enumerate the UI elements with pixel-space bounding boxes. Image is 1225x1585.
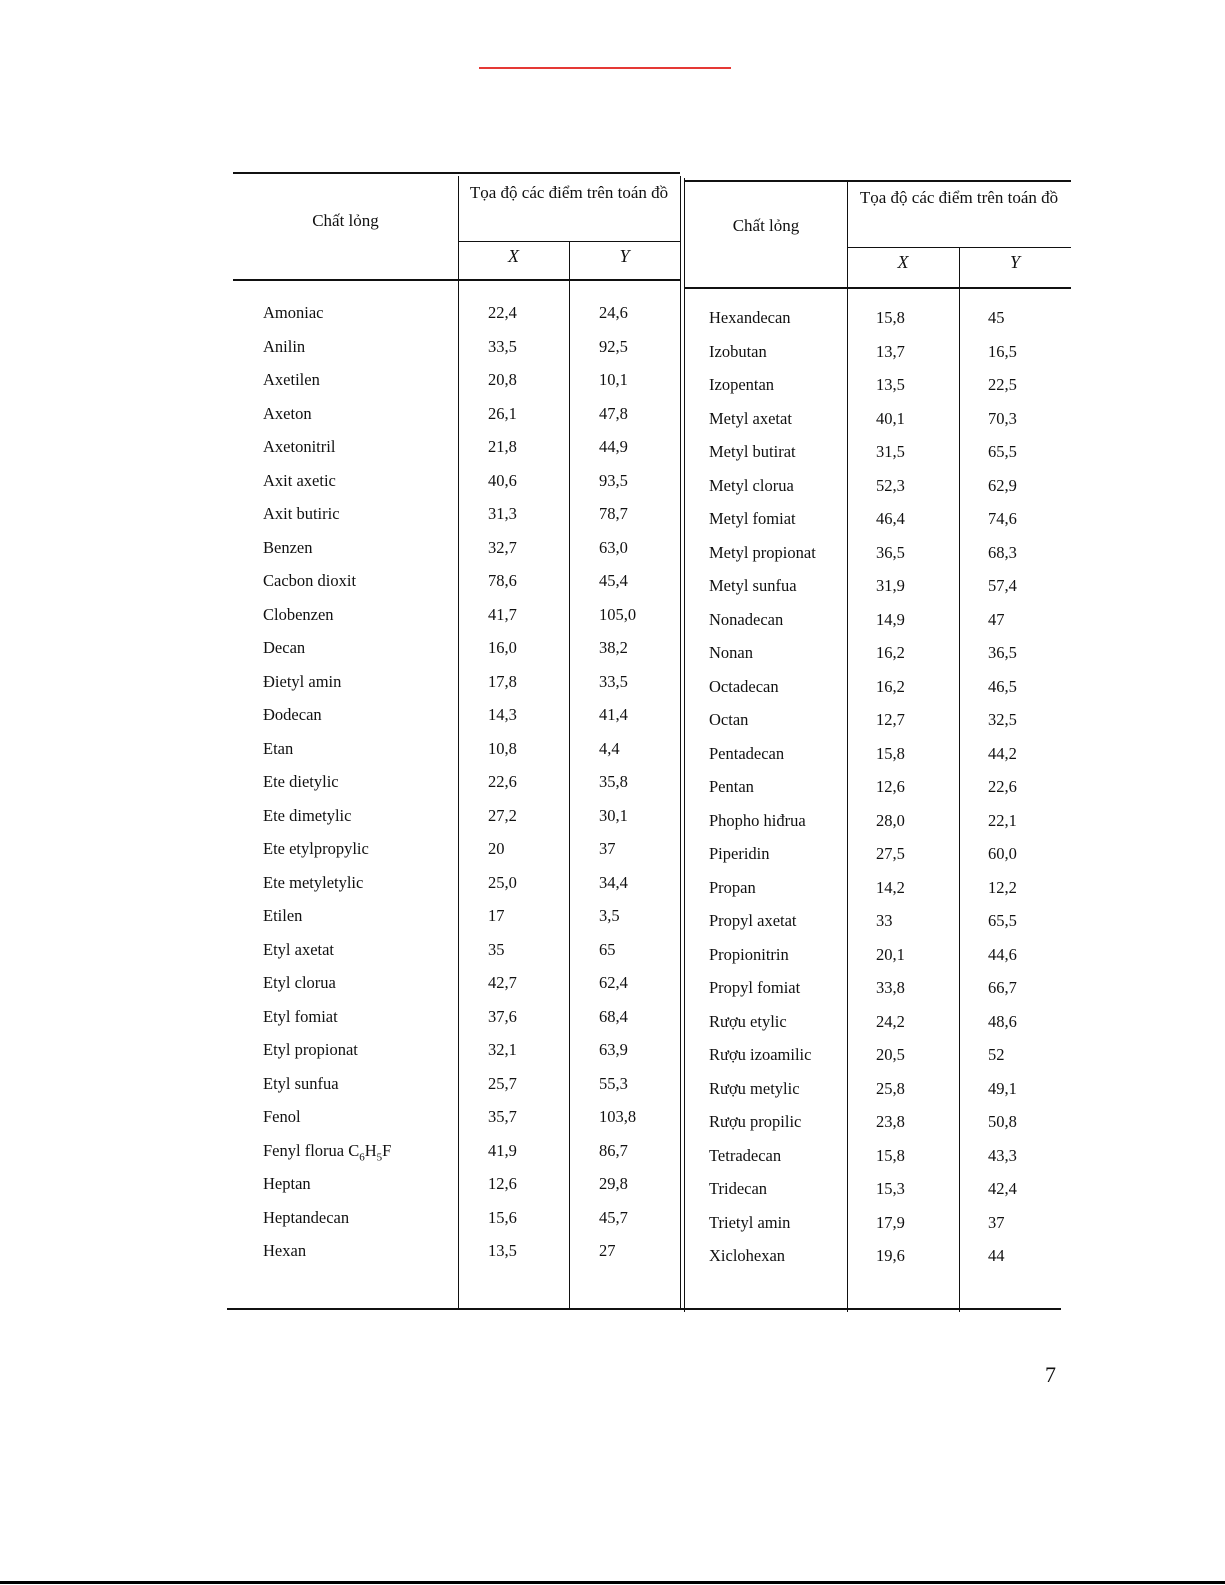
y-value: 93,5 [599, 470, 628, 490]
y-value: 44,2 [988, 743, 1017, 763]
y-value: 103,8 [599, 1107, 637, 1126]
liquid-name: Tetradecan [709, 1145, 782, 1165]
x-value: 17 [488, 906, 505, 925]
y-value: 105,0 [599, 604, 637, 624]
top-red-rule [479, 67, 731, 69]
y-value: 55,3 [599, 1073, 628, 1093]
y-value: 62,9 [988, 475, 1017, 495]
x-value: 15,6 [488, 1207, 517, 1227]
header-x-left: X [508, 246, 519, 266]
y-value: 92,5 [599, 336, 628, 356]
header-liquid-left: Chất lỏng [312, 211, 379, 230]
y-value: 4,4 [599, 738, 620, 758]
liquid-name: Tridecan [709, 1179, 768, 1198]
y-value: 74,6 [988, 509, 1017, 528]
x-value: 41,7 [488, 604, 517, 624]
x-value: 32,7 [488, 537, 517, 557]
table-bottom-rule [227, 1308, 1061, 1310]
y-value: 42,4 [988, 1179, 1017, 1198]
chemical-formula: $C_6H_5F$ [348, 1140, 392, 1163]
liquid-name: Pentan [709, 777, 754, 796]
x-value: 41,9 [488, 1140, 517, 1160]
col-rule-4 [684, 178, 685, 1312]
x-value: 46,4 [876, 509, 905, 528]
x-value: 42,7 [488, 973, 517, 992]
x-value: 20 [488, 839, 505, 858]
x-value: 15,8 [876, 743, 905, 763]
x-value: 31,9 [876, 576, 905, 595]
x-value: 33,8 [876, 978, 905, 997]
liquid-name: Cacbon dioxit [263, 571, 357, 590]
liquid-name: Etyl clorua [263, 973, 336, 992]
liquid-name: Etyl axetat [263, 939, 335, 959]
y-value: 63,0 [599, 537, 628, 557]
liquid-name: Metyl axetat [709, 408, 792, 428]
liquid-name: Hexan [263, 1241, 307, 1260]
x-value: 17,9 [876, 1212, 905, 1232]
y-value: 30,1 [599, 805, 628, 825]
y-value: 86,7 [599, 1140, 628, 1160]
x-value: 33 [876, 911, 893, 930]
table-top-rule-left [233, 172, 680, 174]
x-value: 32,1 [488, 1040, 517, 1059]
x-value: 26,1 [488, 403, 517, 423]
liquid-name: Phopho hiđrua [709, 810, 806, 830]
liquid-name: Decan [263, 638, 306, 657]
liquid-name: Axetonitril [263, 437, 336, 456]
y-value: 24,6 [599, 303, 628, 322]
x-value: 12,6 [488, 1174, 517, 1193]
liquid-name: Propyl axetat [709, 911, 797, 930]
x-value: 52,3 [876, 475, 905, 495]
x-value: 25,7 [488, 1073, 517, 1093]
y-value: 57,4 [988, 576, 1017, 595]
liquid-name: Etyl propionat [263, 1040, 358, 1059]
y-value: 33,5 [599, 671, 628, 691]
x-value: 35,7 [488, 1107, 517, 1126]
x-value: 16,0 [488, 638, 517, 657]
x-value: 36,5 [876, 542, 905, 562]
liquid-name: Metyl propionat [709, 542, 816, 562]
x-value: 13,5 [876, 375, 905, 394]
x-value: 40,1 [876, 408, 905, 428]
liquid-name: Benzen [263, 537, 313, 557]
header-x-right: X [897, 252, 909, 272]
liquid-name: Đodecan [263, 705, 322, 724]
y-value: 50,8 [988, 1112, 1017, 1131]
x-value: 28,0 [876, 810, 905, 830]
x-value: 20,8 [488, 370, 517, 389]
x-value: 24,2 [876, 1011, 905, 1031]
y-value: 22,5 [988, 375, 1017, 394]
liquid-name: Rượu izoamilic [709, 1045, 812, 1064]
col-rule-6 [959, 248, 960, 1312]
y-value: 46,5 [988, 676, 1017, 696]
x-value: 17,8 [488, 671, 517, 691]
x-value: 21,8 [488, 437, 517, 456]
y-value: 47,8 [599, 403, 628, 423]
x-value: 15,8 [876, 1145, 905, 1165]
liquid-name: Ete dimetylic [263, 805, 352, 825]
y-value: 44,6 [988, 944, 1017, 964]
x-value: 31,5 [876, 442, 905, 461]
header-bottom-rule-right [685, 287, 1071, 289]
liquid-name: Etyl sunfua [263, 1073, 339, 1093]
y-value: 32,5 [988, 710, 1017, 729]
y-value: 34,4 [599, 872, 628, 892]
x-value: 40,6 [488, 470, 517, 490]
x-value: 13,7 [876, 341, 905, 361]
x-value: 25,0 [488, 872, 517, 892]
x-value: 14,3 [488, 705, 517, 724]
x-value: 37,6 [488, 1006, 517, 1026]
col-rule-1 [458, 176, 459, 1310]
header-bottom-rule-left [233, 279, 680, 281]
x-value: 15,8 [876, 308, 905, 327]
y-value: 65,5 [988, 442, 1017, 461]
liquid-name [263, 1141, 391, 1167]
y-value: 45,4 [599, 571, 628, 590]
x-value: 22,4 [488, 303, 517, 322]
liquid-name: Nonadecan [709, 609, 784, 629]
y-value: 45,7 [599, 1207, 628, 1227]
y-value: 44,9 [599, 437, 628, 456]
x-value: 31,3 [488, 504, 517, 523]
y-value: 63,9 [599, 1040, 628, 1059]
header-coord-right: Tọa độ các điểm trên toán đồ [859, 188, 1059, 207]
liquid-name: Metyl sunfua [709, 576, 797, 595]
x-value: 14,2 [876, 877, 905, 897]
liquid-name: Propionitrin [709, 944, 789, 964]
liquid-name: Pentadecan [709, 743, 785, 763]
x-value: 20,5 [876, 1045, 905, 1064]
y-value: 70,3 [988, 408, 1017, 428]
x-value: 27,5 [876, 844, 905, 863]
liquid-name: Đietyl amin [263, 671, 342, 691]
y-value: 37 [988, 1212, 1005, 1232]
page-number: 7 [1045, 1362, 1056, 1387]
x-value: 16,2 [876, 676, 905, 696]
y-value: 78,7 [599, 504, 628, 523]
y-value: 22,1 [988, 810, 1017, 830]
liquid-name: Ete metyletylic [263, 872, 364, 892]
y-value: 12,2 [988, 877, 1017, 897]
liquid-name-text: Fenyl florua [263, 1140, 345, 1160]
liquid-name: Ete dietylic [263, 772, 339, 791]
x-value: 35 [488, 939, 505, 959]
y-value: 65 [599, 939, 616, 959]
bottom-edge-rule [0, 1581, 1225, 1584]
col-rule-5 [847, 182, 848, 1312]
liquid-name: Metyl fomiat [709, 509, 796, 528]
x-value: 13,5 [488, 1241, 517, 1260]
liquid-name: Etan [263, 738, 294, 758]
liquid-name: Hexandecan [709, 308, 791, 327]
header-liquid-right: Chất lỏng [732, 216, 800, 235]
y-value: 45 [988, 308, 1005, 327]
x-value: 20,1 [876, 944, 905, 964]
y-value: 44 [988, 1246, 1005, 1265]
liquid-name: Rượu propilic [709, 1112, 802, 1131]
liquid-name: Trietyl amin [709, 1212, 791, 1232]
y-value: 35,8 [599, 772, 628, 791]
liquid-name: Metyl clorua [709, 475, 794, 495]
liquid-name: Heptandecan [263, 1207, 350, 1227]
liquid-name: Izobutan [709, 341, 767, 361]
y-value: 60,0 [988, 844, 1017, 863]
x-value: 12,6 [876, 777, 905, 796]
y-value: 41,4 [599, 705, 628, 724]
x-value: 10,8 [488, 738, 517, 758]
col-rule-2 [569, 242, 570, 1310]
y-value: 65,5 [988, 911, 1017, 930]
liquid-name: Etilen [263, 906, 303, 925]
liquid-name: Etyl fomiat [263, 1006, 338, 1026]
y-value: 66,7 [988, 978, 1017, 997]
liquid-name: Axit butiric [263, 504, 340, 523]
y-value: 68,4 [599, 1006, 628, 1026]
liquid-name: Piperidin [709, 844, 770, 863]
x-value: 23,8 [876, 1112, 905, 1131]
x-value: 33,5 [488, 336, 517, 356]
liquid-name: Propan [709, 877, 756, 897]
y-value: 36,5 [988, 643, 1017, 662]
liquid-name: Rượu metylic [709, 1078, 800, 1098]
liquid-name: Metyl butirat [709, 442, 796, 461]
x-value: 78,6 [488, 571, 517, 590]
y-value: 37 [599, 839, 616, 858]
y-value: 52 [988, 1045, 1005, 1064]
y-value: 47 [988, 609, 1005, 629]
y-value: 22,6 [988, 777, 1017, 796]
y-value: 38,2 [599, 638, 628, 657]
col-rule-3 [680, 176, 681, 1310]
liquid-name: Axetilen [263, 370, 320, 389]
liquid-name: Izopentan [709, 375, 775, 394]
y-value: 10,1 [599, 370, 628, 389]
y-value: 62,4 [599, 973, 628, 992]
liquid-name: Axeton [263, 403, 312, 423]
viscosity-coordinate-table [233, 172, 1071, 1312]
y-value: 27 [599, 1241, 616, 1260]
y-value: 3,5 [599, 906, 620, 925]
liquid-name: Axit axetic [263, 470, 336, 490]
liquid-name: Clobenzen [263, 604, 334, 624]
x-value: 19,6 [876, 1246, 905, 1265]
x-value: 12,7 [876, 710, 905, 729]
liquid-name: Ete etylpropylic [263, 839, 369, 858]
liquid-name: Xiclohexan [709, 1246, 786, 1265]
x-value: 27,2 [488, 805, 517, 825]
liquid-name: Heptan [263, 1174, 311, 1193]
liquid-name: Propyl fomiat [709, 978, 801, 997]
header-y-right: Y [1009, 252, 1020, 272]
liquid-name: Rượu etylic [709, 1011, 787, 1031]
liquid-name: Octadecan [709, 676, 779, 696]
liquid-name: Octan [709, 710, 749, 729]
x-value: 25,8 [876, 1078, 905, 1098]
liquid-name: Fenol [263, 1107, 301, 1126]
liquid-name: Anilin [263, 336, 306, 356]
y-value: 49,1 [988, 1078, 1017, 1098]
x-value: 15,3 [876, 1179, 905, 1198]
y-value: 68,3 [988, 542, 1017, 562]
table-top-rule-right [685, 180, 1071, 182]
liquid-name: Nonan [709, 643, 753, 662]
x-value: 14,9 [876, 609, 905, 629]
y-value: 29,8 [599, 1174, 628, 1193]
y-value: 43,3 [988, 1145, 1017, 1165]
liquid-name: Amoniac [263, 303, 324, 322]
x-value: 16,2 [876, 643, 905, 662]
header-y-left: Y [619, 246, 630, 266]
header-coord-left: Tọa độ các điểm trên toán đồ [469, 183, 669, 202]
y-value: 16,5 [988, 341, 1017, 361]
x-value: 22,6 [488, 772, 517, 791]
y-value: 48,6 [988, 1011, 1017, 1031]
